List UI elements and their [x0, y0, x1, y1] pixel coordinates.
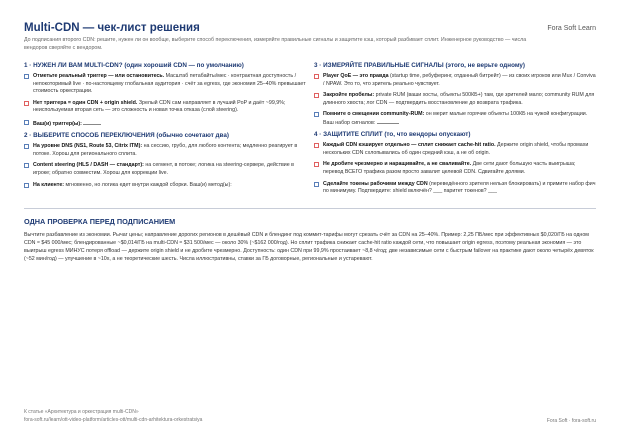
checklist-item[interactable]	[24, 119, 306, 129]
right-column	[314, 58, 596, 199]
item-text: Держите origin shield, чтобы промахи нескольких CDN схлопывались об один средний кэш, а не об origin.	[323, 142, 589, 156]
item-text: на сессию, грубо, для любого контента; медленно реагирует в потоке. Хорош для регионального сплита.	[33, 143, 298, 157]
checkbox[interactable]	[24, 74, 29, 79]
checklist-item[interactable]	[24, 143, 306, 158]
checklist-item[interactable]	[314, 181, 596, 196]
checklist-item[interactable]	[24, 182, 306, 190]
item-bold: Не дробите чрезмерно и наращивайте, а не сваливайте.	[323, 161, 472, 168]
item-text: Масштаб петабайты/мес · контрактная доступность / непокоторимый live · по-настоящему глобальная аудитория · счёт за egress, где экономия 25–40% превышает стоимость оркестрации.	[33, 73, 306, 95]
checklist-item[interactable]	[314, 142, 596, 157]
checkbox[interactable]	[314, 182, 319, 187]
section-3-heading	[314, 62, 596, 69]
section-4-title: 4 · ЗАЩИТИТЕ СПЛИТ	[314, 131, 383, 139]
item-bold: На уровне DNS (NS1, Route 53, Citrix ITM):	[33, 143, 143, 150]
page-title: Multi-CDN — чек-лист решения	[24, 22, 200, 34]
item-text: на сегмент, в потоке; логика на steering-сервере, действие в игроке; обратно совместим. Хорош для коррекции live.	[33, 162, 294, 176]
checklist-item[interactable]	[314, 73, 596, 88]
checkbox[interactable]	[24, 144, 29, 149]
item-bold: Нет триггера = один CDN + origin shield.	[33, 99, 138, 106]
checkbox[interactable]	[24, 163, 29, 168]
checkbox[interactable]	[314, 112, 319, 117]
section-divider	[24, 208, 596, 209]
checkbox[interactable]	[314, 93, 319, 98]
section-4-hint: (то, что вендоры опускают)	[384, 131, 471, 139]
item-bold: Ваш(и) триггер(ы):	[33, 120, 82, 127]
item-text: private RUM (ваши хосты, объекты 500КБ+) там, где зрителей мало; community RUM для длинного хвоста; лог CDN — подтвердить восстановление до возврата трафика.	[323, 92, 595, 106]
item-bold: Player QoE — это правда	[323, 73, 389, 80]
item-bold: Каждый CDN кэширует отдельно — сплит снижает cache-hit ratio.	[323, 142, 496, 149]
item-bold: Отметьте реальный триггер — или остановитесь.	[33, 73, 165, 80]
footer	[24, 409, 202, 424]
item-text: Две сети дают большую часть выигрыша; перевод ВСЕГО трафика разом просто завалит целевой CDN. Сдвигайте долями.	[323, 161, 576, 175]
check-paragraph: Вычтите разбавление из экономии. Рычаг цены; направление дорогих регионов в дешёвый CDN и блендинг под коммит-тарифы могут срезать счёт за CDN на 25–40%. Пример: 2,25 ПБ/мес при эффективных $0,020/ГБ на одном CDN ≈ $45 000/мес; блендированные ~$0,014/ГБ на multi-CDN ≈ $31 500/мес — около 30% (~$162 000/год). Но сплит трафика снижает cache-hit ratio каждой сети, что повышает origin egress, поэтому реальная экономия — это выигрыш egress МИНУС потеря offload — держите origin shield и не дробите чрезмерно. Доступность: один CDN при 99,9% простаивает ~8,8 ч/год; две независимые сети с быстрым failover на практике дают около четырёх девяток (~52 мин/год) — улучшение в ~10x, а не теоретические шесть. Числа иллюстративны, ставки за ГБ договорные, региональные и устаревают.	[24, 232, 594, 262]
item-text: Зрелый CDN сам направляет в лучший PoP и даёт ~99,9%; неиспользуемая вторая сеть — это сложность и новая точка отказа (слой steering).	[33, 99, 286, 114]
item-bold: Сделайте токены рабочими между CDN	[323, 180, 428, 187]
checkbox[interactable]	[314, 143, 319, 148]
item-bold: Помните о смещении community-RUM:	[323, 111, 425, 118]
checklist-item[interactable]	[24, 162, 306, 177]
item-text: (переведённого зрителя нельзя блокировать) и примите набор фич по минимуму. Подтвердите: shield включён? ___ паритет токенов? ___	[323, 180, 596, 195]
section-2-title: 2 · ВЫБЕРИТЕ СПОСОБ ПЕРЕКЛЮЧЕНИЯ	[24, 132, 155, 140]
checklist-item[interactable]	[314, 111, 596, 127]
footer-brand: Fora Soft · fora-soft.ru	[546, 418, 596, 424]
answer-blank[interactable]	[377, 119, 399, 124]
checkbox[interactable]	[314, 74, 319, 79]
check-heading: ОДНА ПРОВЕРКА ПЕРЕД ПОДПИСАНИЕМ	[24, 217, 176, 227]
checklist-item[interactable]	[24, 100, 306, 115]
brand-label: Fora Soft Learn	[547, 25, 596, 32]
item-bold: На клиенте:	[33, 181, 65, 188]
section-2-hint: (обычно сочетают два)	[156, 132, 229, 140]
section-2-heading	[24, 132, 306, 139]
section-1-title: 1 · НУЖЕН ЛИ ВАМ MULTI-CDN?	[24, 62, 123, 70]
section-1-hint: (один хороший CDN — по умолчанию)	[124, 62, 244, 70]
section-3-hint: (этого, не верьте одному)	[445, 62, 526, 70]
checklist-columns	[24, 58, 596, 199]
footer-article-label: К статье «Архитектура и оркестрация multi-CDN»	[24, 409, 139, 415]
item-text: он мерит малые горячие объекты 100КБ на чужой конфигурации. Ваш набор сигналов:	[323, 111, 588, 126]
section-1-heading	[24, 62, 306, 69]
item-bold: Закройте пробелы:	[323, 92, 375, 99]
item-bold: Content steering (HLS / DASH — стандарт):	[33, 162, 144, 169]
section-4-heading	[314, 131, 596, 138]
checklist-item[interactable]	[314, 161, 596, 176]
checkbox[interactable]	[24, 120, 29, 125]
footer-article-link[interactable]: fora-soft.ru/learn/ott-video-platform/articles-ott/multi-cdn-arhitektura-orkestratsiya	[24, 416, 203, 423]
checklist-item[interactable]	[24, 73, 306, 96]
item-text: мгновенно, но логика едет внутри каждой сборки. Ваш(и) метод(ы):	[64, 181, 232, 188]
page-subtitle: До подписания второго CDN: решите, нужен ли он вообще, выберите способ переключения, измеряйте правильные сигналы и защитите кэш, который разбивает сплит. Инженерное руководство — числа вендоров сверяйте с вендором.	[24, 37, 527, 51]
checklist-item[interactable]	[314, 92, 596, 107]
answer-blank[interactable]	[83, 119, 101, 125]
checkbox[interactable]	[24, 101, 29, 106]
left-column	[24, 58, 306, 199]
item-text: (startup time, ребуферинг, отданный битрейт) — из своих игроков или Mux / Conviva / NPAW. Это то, что зритель реально чувствует.	[323, 73, 596, 87]
section-3-title: 3 · ИЗМЕРЯЙТЕ ПРАВИЛЬНЫЕ СИГНАЛЫ	[314, 62, 444, 70]
checkbox[interactable]	[314, 162, 319, 167]
checkbox[interactable]	[24, 183, 29, 188]
